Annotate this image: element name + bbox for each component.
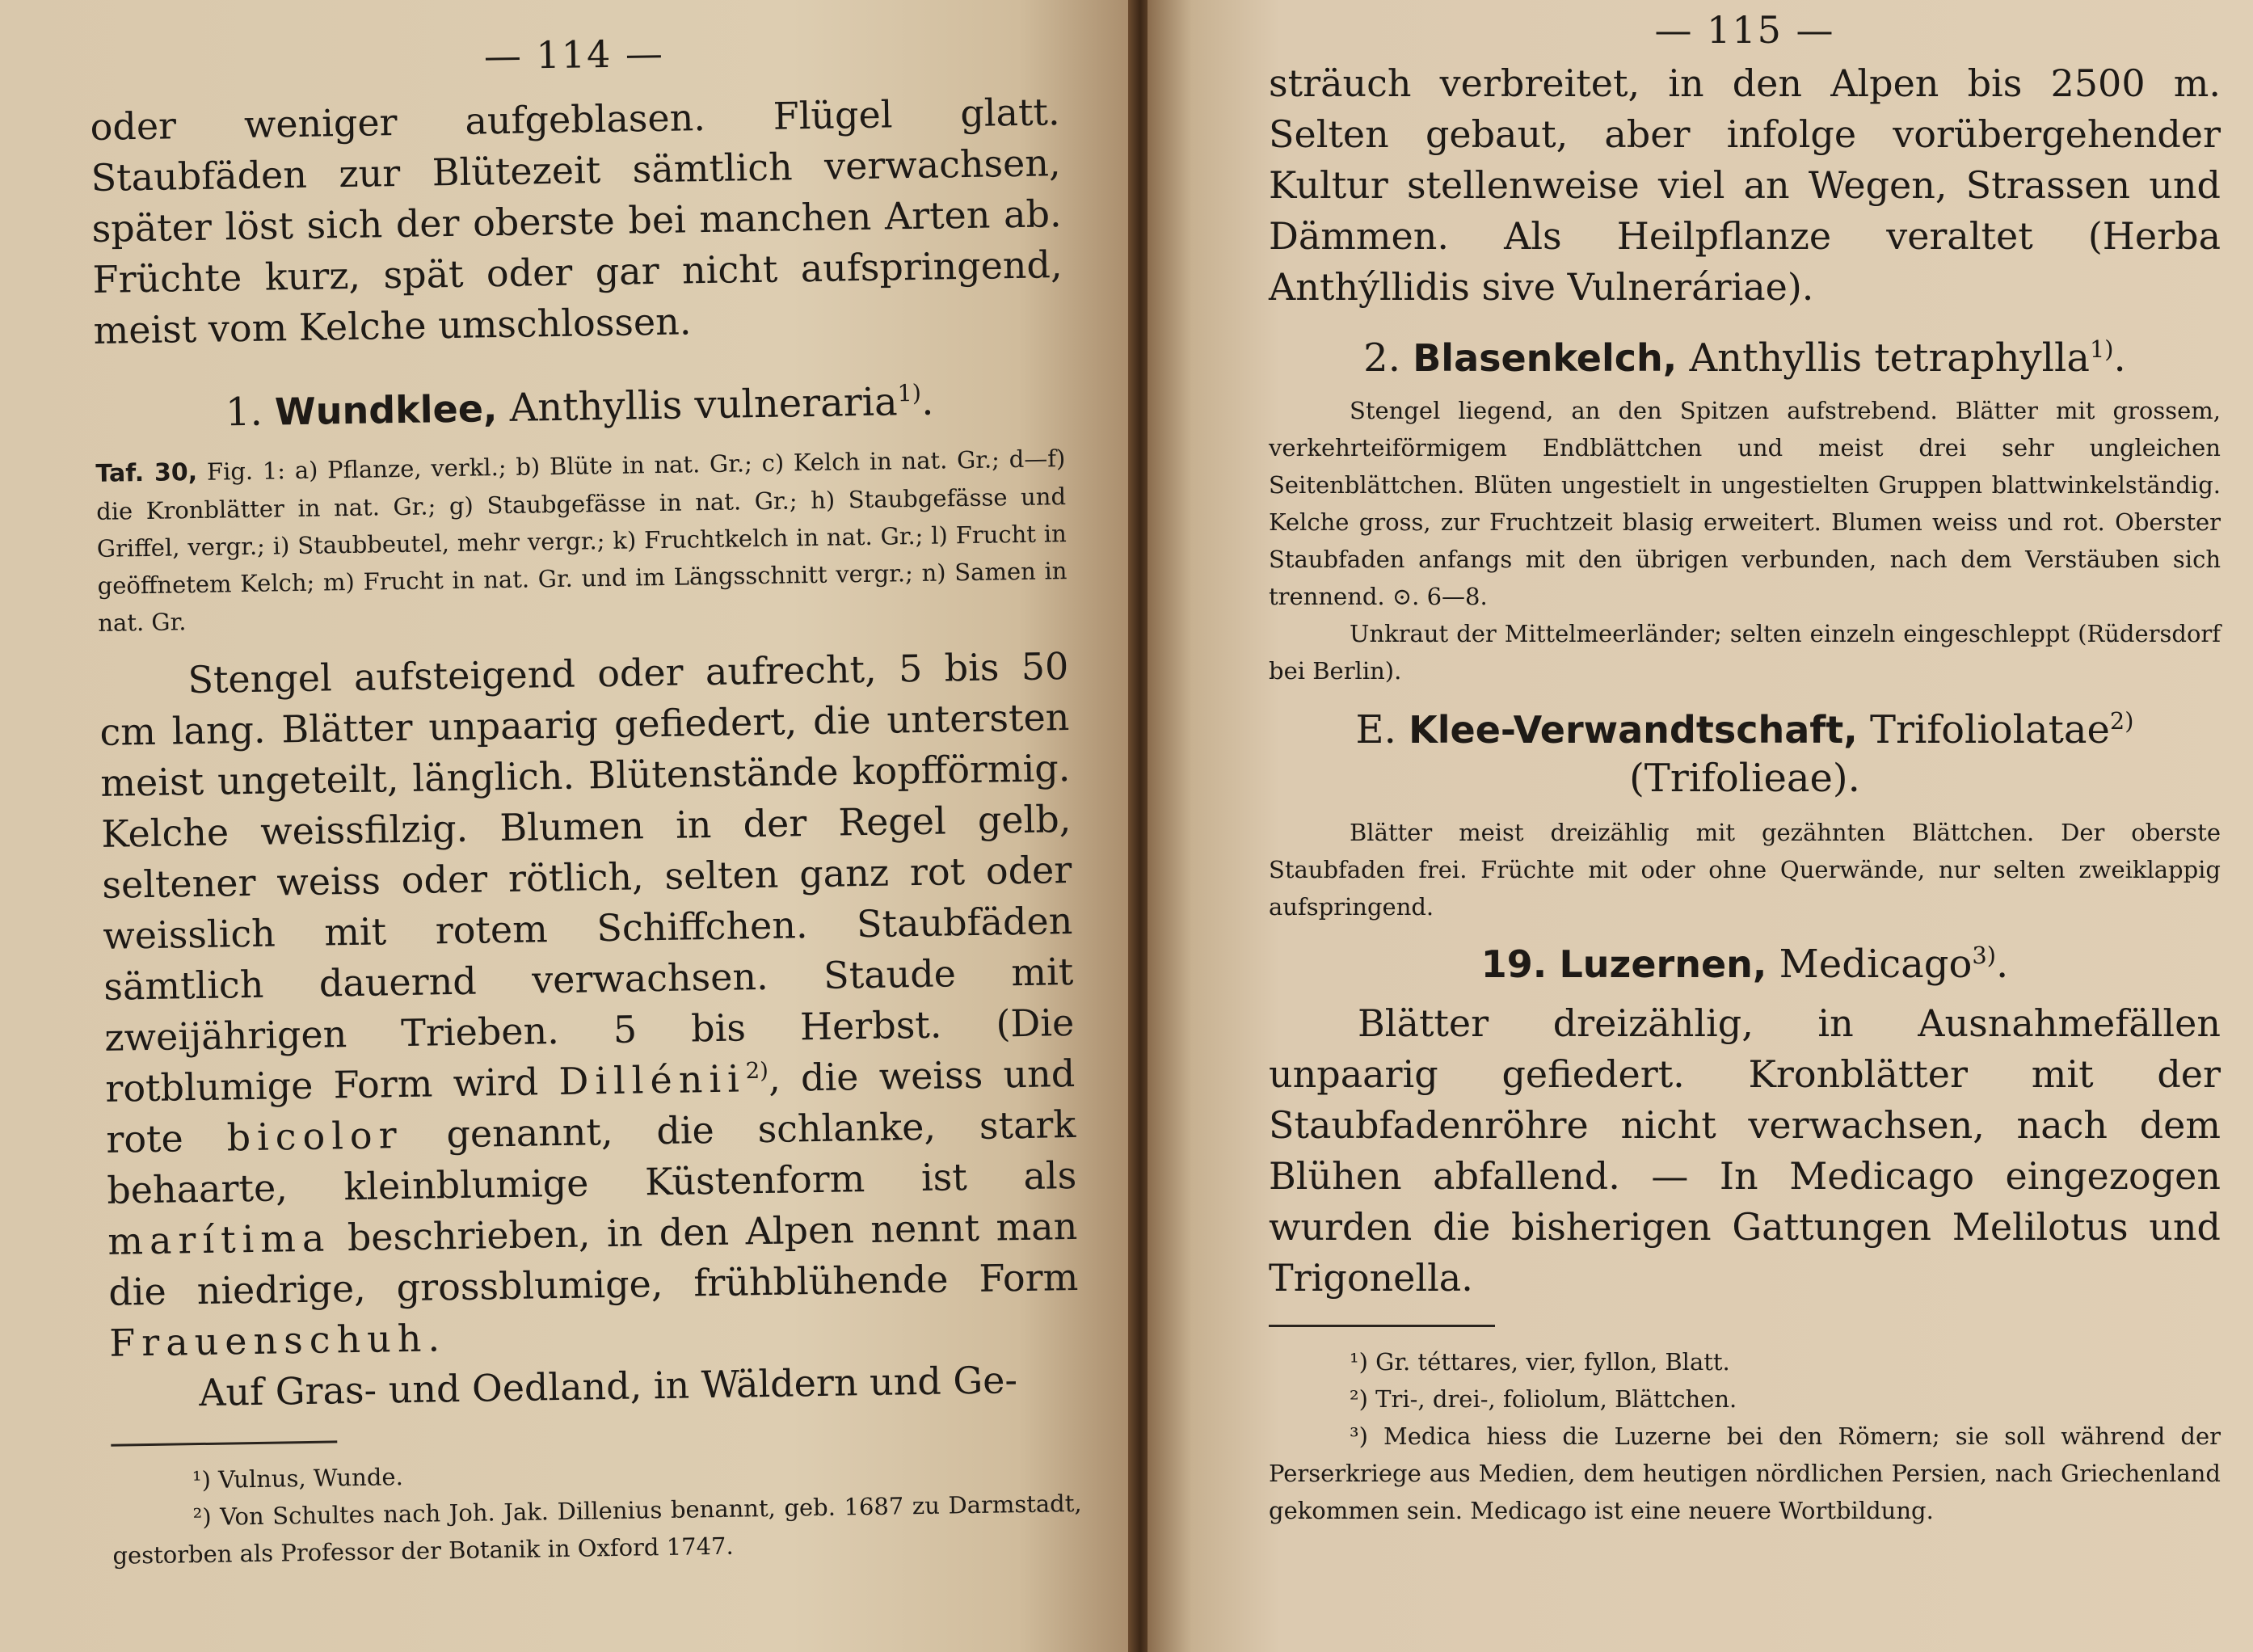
right-paragraph-1 xyxy=(1269,58,2221,313)
heading-luzernen-bold: Luzernen, xyxy=(1559,942,1767,986)
heading-wundklee xyxy=(95,377,1065,437)
heading-wundklee-bold: Wundklee, xyxy=(274,386,498,434)
heading-blasenkelch xyxy=(1269,335,2221,381)
left-para1-text: oder weniger aufgeblasen. Flügel glatt. Staubfäden zur Blütezeit sämtlich verwachsen, später löst sich der oberste bei manchen Arten ab. Früchte kurz, spät oder gar nicht aufspringend, meist vom Kelche umschlossen. xyxy=(90,90,1063,352)
heading-blasenkelch-bold: Blasenkelch, xyxy=(1413,336,1678,380)
heading-blasenkelch-end: . xyxy=(2113,335,2126,381)
heading-wundklee-end: . xyxy=(920,378,934,424)
footnote-right-1: ¹) Gr. téttares, vier, fyllon, Blatt. xyxy=(1350,1348,1730,1376)
heading-luzernen-number: 19. xyxy=(1480,942,1548,986)
left-paragraph-1 xyxy=(90,86,1063,356)
term-maritima: marítima xyxy=(107,1216,331,1263)
page-number-left: — 114 — xyxy=(483,31,665,78)
heading-e-note: 2) xyxy=(2109,707,2134,735)
heading-blasenkelch-note: 1) xyxy=(2089,335,2114,363)
footnote-right-2: ²) Tri-, drei-, foliolum, Blättchen. xyxy=(1350,1385,1737,1413)
left-para2 xyxy=(99,641,1080,1369)
right-page xyxy=(1148,0,2253,1652)
heading-e-letter: E. xyxy=(1355,707,1396,752)
heading-blasenkelch-number: 2. xyxy=(1363,335,1400,381)
note-dillenii: 2) xyxy=(745,1056,769,1085)
heading-wundklee-latin: Anthyllis vulneraria xyxy=(509,379,899,431)
left-para2-b: , die weiss und rote xyxy=(105,1051,1076,1161)
left-page-content xyxy=(89,25,1083,1574)
left-para2-d: beschrieben, in den Alpen nennt man die niedrige, grossblumige, frühblühende Form xyxy=(107,1203,1079,1314)
heading-luzernen xyxy=(1269,942,2221,987)
footnote-rule-left xyxy=(111,1440,337,1446)
luzernen-text: Blätter dreizählig, in Ausnahmefällen unpaarig gefiedert. Kronblätter mit der Staubfadenröhre nicht verwachsen, nach dem Blühen abfallend. — In Medicago eingezogen wurden die bisherigen Gattungen Melilotus und Trigonella. xyxy=(1269,1001,2221,1300)
heading-luzernen-end: . xyxy=(1995,942,2009,987)
plate-text: Fig. 1: a) Pflanze, verkl.; b) Blüte in nat. Gr.; c) Kelch in nat. Gr.; d—f) die Kronblätter in nat. Gr.; g) Staubgefässe in nat. Gr.; h) Staubgefässe und Griffel, vergr.; i) Staubbeutel, mehr vergr.; k) Fruchtkelch in nat. Gr.; l) Frucht in geöffnetem Kelch; m) Frucht in nat. Gr. und im Längsschnitt vergr.; n) Samen in nat. Gr. xyxy=(95,445,1068,637)
luzernen-paragraph xyxy=(1269,998,2221,1304)
heading-e-line2: (Trifolieae). xyxy=(1629,756,1860,801)
heading-luzernen-note: 3) xyxy=(1972,942,1996,969)
heading-klee-verwandtschaft xyxy=(1269,706,2221,803)
footnote-left-2: ²) Von Schultes nach Joh. Jak. Dillenius benannt, geb. 1687 zu Darmstadt, gestorben als Professor der Botanik in Oxford 1747. xyxy=(112,1489,1082,1570)
plate-description xyxy=(95,440,1068,642)
heading-blasenkelch-latin: Anthyllis tetraphylla xyxy=(1689,335,2090,381)
footnote-right-3: ³) Medica hiess die Luzerne bei den Römern; sie soll während der Perserkriege aus Medien, dem heutigen nördlichen Persien, nach Griechenland gekommen sein. Medicago ist eine neuere Wortbildung. xyxy=(1269,1422,2221,1524)
plate-label: Taf. 30, xyxy=(95,457,198,488)
footnote-rule-right xyxy=(1269,1325,1495,1327)
blasenkelch-distribution: Unkraut der Mittelmeerländer; selten einzeln eingeschleppt (Rüdersdorf bei Berlin). xyxy=(1269,620,2221,685)
left-para2-c: genannt, die schlanke, stark behaarte, kleinblumige Küstenform ist als xyxy=(106,1102,1077,1212)
term-dillenii: Dillénii xyxy=(558,1056,747,1104)
heading-luzernen-latin: Medicago xyxy=(1779,942,1973,987)
footnote-left-1: ¹) Vulnus, Wunde. xyxy=(192,1463,404,1494)
term-bicolor: bicolor xyxy=(226,1113,404,1160)
left-para3: Auf Gras- und Oedland, in Wäldern und Ge- xyxy=(198,1358,1018,1415)
heading-wundklee-number: 1. xyxy=(225,389,263,436)
heading-wundklee-note: 1) xyxy=(897,378,922,407)
left-paragraph-2 xyxy=(99,641,1080,1420)
page-number-right: — 115 — xyxy=(1654,8,1835,52)
blasenkelch-description: Stengel liegend, an den Spitzen aufstrebend. Blätter mit grossem, verkehrteiförmigem Endblättchen und meist drei sehr ungleichen Seitenblättchen. Blüten ungestielt in ungestielten Gruppen blattwinkelständig. Kelche gross, zur Fruchtzeit blasig erweitert. Blumen weiss und rot. Oberster Staubfaden anfangs mit den übrigen verbunden, nach dem Verstäuben sich trennend. ⊙. 6—8. xyxy=(1269,397,2221,610)
heading-e-latin: Trifoliolatae xyxy=(1870,707,2110,752)
heading-e-bold: Klee-Verwandtschaft, xyxy=(1409,708,1858,752)
left-para2-a: Stengel aufsteigend oder aufrecht, 5 bis 50 cm lang. Blätter unpaarig gefiedert, die untersten meist ungeteilt, länglich. Blütenstände kopfförmig. Kelche weissfilzig. Blumen in der Regel gelb, seltener weiss oder rötlich, selten ganz rot oder weisslich mit rotem Schiffchen. Staubfäden sämtlich dauernd verwachsen. Staude mit zweijährigen Trieben. 5 bis Herbst. (Die rotblumige Form wird xyxy=(99,644,1075,1110)
right-para1-text: sträuch verbreitet, in den Alpen bis 2500 m. Selten gebaut, aber infolge vorübergehender Kultur stellenweise viel an Wegen, Strassen und Dämmen. Als Heilpflanze veraltet (Herba Anthýllidis sive Vulneráriae). xyxy=(1269,61,2221,309)
term-frauenschuh: Frauenschuh. xyxy=(108,1316,447,1365)
klee-description: Blätter meist dreizählig mit gezähnten Blättchen. Der oberste Staubfaden frei. Früchte mit oder ohne Querwände, nur selten zweiklappig aufspringend. xyxy=(1269,819,2221,921)
